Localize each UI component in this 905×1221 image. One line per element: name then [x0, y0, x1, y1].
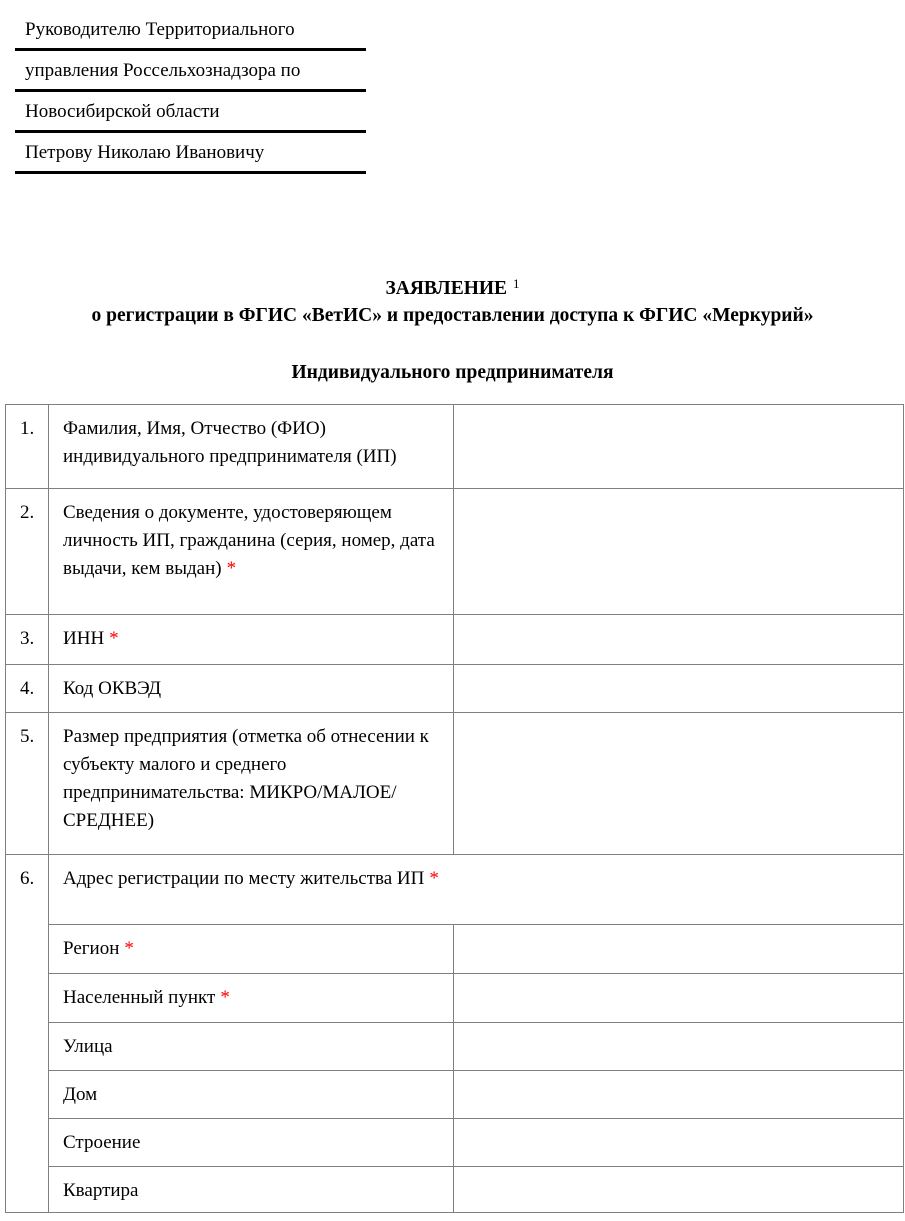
row-value-cell[interactable] [454, 405, 904, 489]
addressee-line: управления Россельхознадзора по [15, 51, 366, 92]
table-row-apartment [6, 1167, 904, 1213]
row-label [49, 489, 454, 615]
addressee-line: Новосибирской области [15, 92, 366, 133]
table-row-address-section [6, 855, 904, 925]
table-row-identity-document [6, 489, 904, 615]
row-number: 5. [6, 713, 49, 855]
row-label [49, 405, 454, 489]
required-asterisk: * [109, 628, 119, 649]
row-label-text: Регион [63, 938, 120, 959]
document-subtitle: о регистрации в ФГИС «ВетИС» и предоставлении доступа к ФГИС «Меркурий» [91, 305, 814, 326]
row-number: 2. [6, 489, 49, 615]
row-label-text: Строение [63, 1132, 141, 1153]
row-label-text: Адрес регистрации по месту жительства ИП [63, 868, 425, 889]
row-label-text: Размер предприятия (отметка об отнесении к субъекту малого и среднего предпринимательства: МИКРО/МАЛОЕ/СРЕДНЕЕ) [63, 726, 429, 831]
table-row-okved [6, 665, 904, 713]
address-section-header [49, 855, 904, 925]
row-label-text: Квартира [63, 1180, 139, 1201]
row-label-text: Улица [63, 1036, 113, 1057]
required-asterisk: * [124, 938, 134, 959]
table-row-fio [6, 405, 904, 489]
row-value-cell[interactable] [454, 925, 904, 974]
table-row-inn [6, 615, 904, 665]
row-value-cell[interactable] [454, 615, 904, 665]
row-label-text: Дом [63, 1084, 98, 1105]
row-value-cell[interactable] [454, 713, 904, 855]
row-value-cell[interactable] [454, 1071, 904, 1119]
row-label [49, 615, 454, 665]
address-subrow-label [49, 1023, 454, 1071]
row-number: 3. [6, 615, 49, 665]
row-value-cell[interactable] [454, 1167, 904, 1213]
applicant-type-heading: Индивидуального предпринимателя [291, 362, 614, 383]
table-row-street [6, 1023, 904, 1071]
addressee-line: Руководителю Территориального [15, 10, 366, 51]
footnote-reference: 1 [513, 276, 520, 291]
table-row-settlement [6, 974, 904, 1023]
row-label-text: Код ОКВЭД [63, 678, 162, 699]
required-asterisk: * [220, 987, 230, 1008]
row-label [49, 713, 454, 855]
address-subrow-label [49, 1071, 454, 1119]
row-label-text: Фамилия, Имя, Отчество (ФИО) индивидуального предпринимателя (ИП) [63, 418, 397, 467]
address-subrow-label [49, 974, 454, 1023]
address-subrow-label [49, 925, 454, 974]
row-value-cell[interactable] [454, 489, 904, 615]
required-asterisk: * [226, 558, 237, 579]
application-form-table [5, 404, 904, 1213]
addressee-line: Петрову Николаю Ивановичу [15, 133, 366, 174]
table-row-enterprise-size [6, 713, 904, 855]
table-row-building [6, 1119, 904, 1167]
table-row-house [6, 1071, 904, 1119]
document-title [0, 270, 905, 302]
row-value-cell[interactable] [454, 1119, 904, 1167]
row-number: 1. [6, 405, 49, 489]
table-row-region [6, 925, 904, 974]
addressee-block [15, 10, 366, 174]
document-title-text: ЗАЯВЛЕНИЕ [385, 278, 508, 299]
document-title-block [0, 270, 905, 386]
row-value-cell[interactable] [454, 665, 904, 713]
row-label-text: ИНН [63, 628, 105, 649]
row-number: 4. [6, 665, 49, 713]
row-value-cell[interactable] [454, 974, 904, 1023]
address-subrow-label [49, 1119, 454, 1167]
row-number: 6. [6, 855, 49, 1213]
row-label [49, 665, 454, 713]
row-label-text: Населенный пункт [63, 987, 216, 1008]
row-label-text: Сведения о документе, удостоверяющем личность ИП, гражданина (серия, номер, дата выдачи, кем выдан) [63, 502, 435, 579]
row-value-cell[interactable] [454, 1023, 904, 1071]
required-asterisk: * [429, 868, 439, 889]
address-subrow-label [49, 1167, 454, 1213]
